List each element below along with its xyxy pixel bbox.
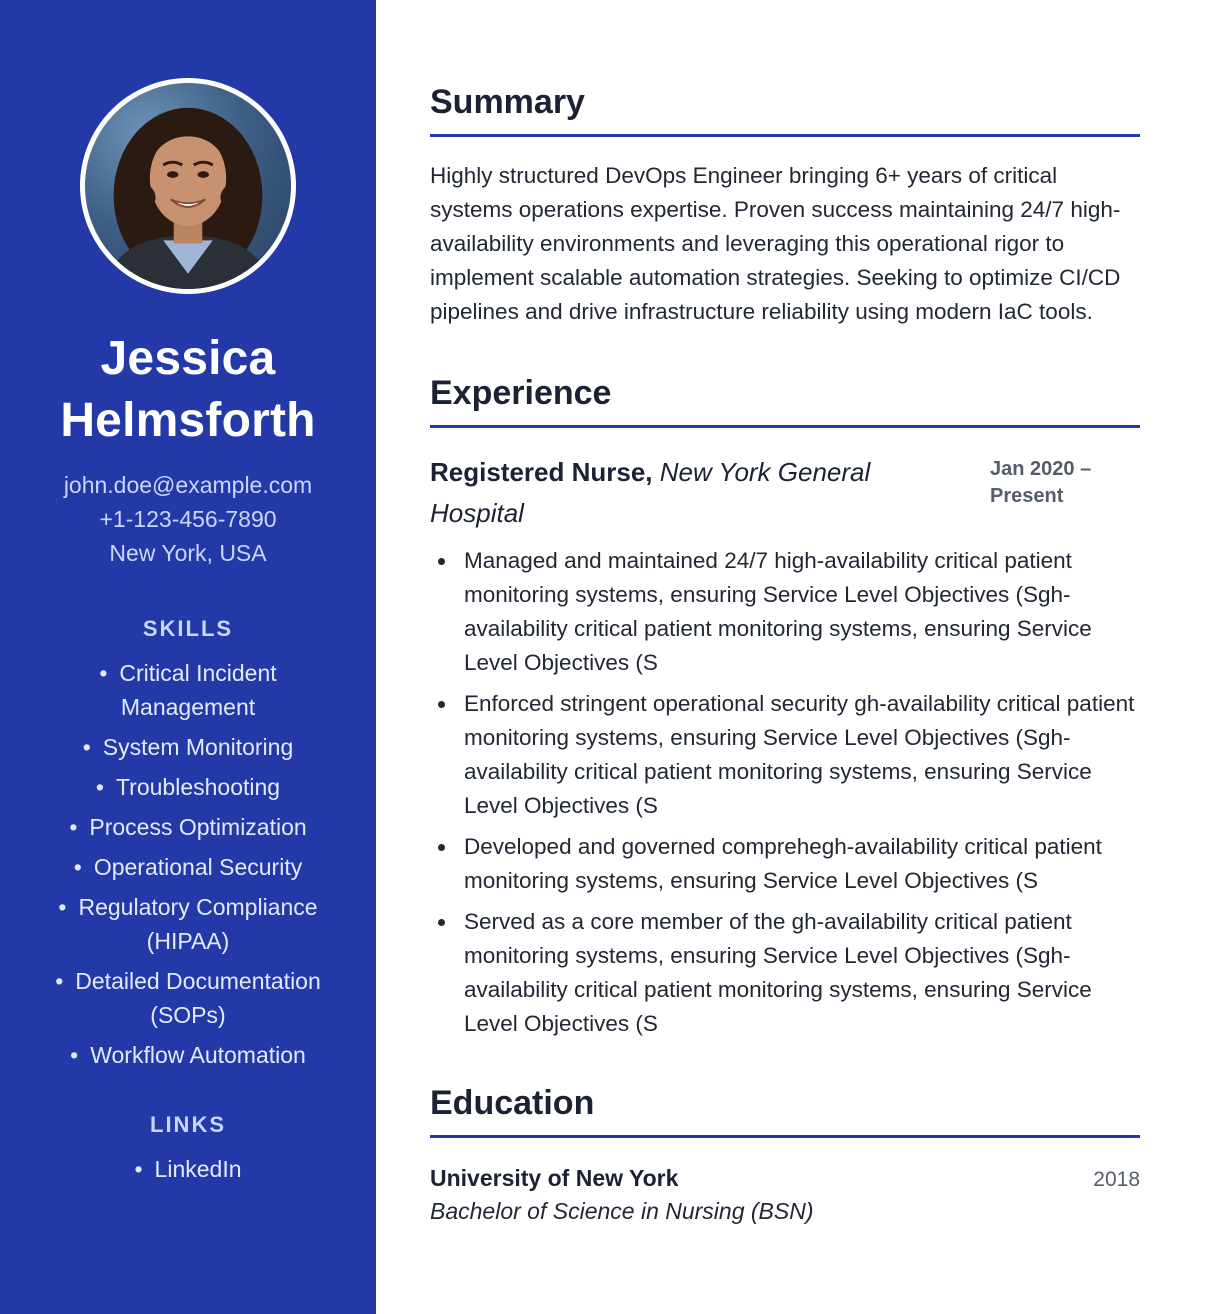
experience-section <box>430 371 1140 1041</box>
summary-text: Highly structured DevOps Engineer bringing 6+ years of critical systems operations expertise. Proven success maintaining 24/7 high-availability environments and leveraging this operational rigor to implement scalable automation strategies. Seeking to optimize CI/CD pipelines and drive infrastructure reliability using modern IaC tools. <box>430 163 1121 324</box>
summary-title: Summary <box>430 80 1140 137</box>
sidebar <box>0 0 376 1314</box>
skills-list <box>38 656 338 1078</box>
list-item: Enforced stringent operational security gh-availability critical patient monitoring systems, ensuring Service Level Objectives (Sgh-availability critical patient monitoring systems, ensuring Service Level Objectives (S <box>430 687 1140 823</box>
email-link[interactable]: john.doe@example.com <box>63 472 313 498</box>
links-list <box>134 1152 241 1186</box>
contact-info <box>64 468 312 570</box>
candidate-name: Jessica Helmsforth <box>60 332 316 447</box>
skill-item: • Regulatory Compliance (HIPAA) <box>38 890 338 958</box>
main-content <box>376 0 1216 1314</box>
skill-item: • Troubleshooting <box>38 770 338 804</box>
experience-title: Experience <box>430 371 1140 428</box>
education-row <box>430 1162 1140 1194</box>
job-role: Registered Nurse, <box>430 457 653 487</box>
summary-section <box>430 80 1140 329</box>
job-bullets <box>430 544 1140 1041</box>
location: New York, USA <box>109 540 267 566</box>
list-item: Managed and maintained 24/7 high-availability critical patient monitoring systems, ensuring Service Level Objectives (Sgh-availability critical patient monitoring systems, ensuring Service Level Objectives (S <box>430 544 1140 680</box>
list-item: Developed and governed comprehegh-availability critical patient monitoring systems, ensuring Service Level Objectives (S <box>430 830 1140 898</box>
portrait-icon <box>85 83 291 289</box>
graduation-year: 2018 <box>1093 1168 1140 1191</box>
job-header <box>430 452 1140 534</box>
skills-heading: SKILLS <box>142 616 234 641</box>
school-name: University of New York <box>430 1165 679 1191</box>
degree: Bachelor of Science in Nursing (BSN) <box>430 1198 814 1224</box>
job-title <box>430 452 920 534</box>
job-organization: New York General Hospital <box>430 457 871 528</box>
skill-item: • Workflow Automation <box>38 1038 338 1072</box>
phone-number: +1-123-456-7890 <box>99 506 277 532</box>
skill-item: • Process Optimization <box>38 810 338 844</box>
profile-photo <box>80 78 296 294</box>
linkedin-link[interactable]: • LinkedIn <box>134 1152 241 1186</box>
job-date: Jan 2020 – Present <box>990 458 1092 507</box>
skill-item: • Detailed Documentation (SOPs) <box>38 964 338 1032</box>
skill-item: • System Monitoring <box>38 730 338 764</box>
skill-item: • Critical Incident Management <box>38 656 338 724</box>
education-title: Education <box>430 1081 1140 1138</box>
links-heading: LINKS <box>150 1112 226 1137</box>
skill-item: • Operational Security <box>38 850 338 884</box>
list-item: Served as a core member of the gh-availability critical patient monitoring systems, ensuring Service Level Objectives (Sgh-availability critical patient monitoring systems, ensuring Service Level Objectives (S <box>430 905 1140 1041</box>
education-section <box>430 1081 1140 1228</box>
